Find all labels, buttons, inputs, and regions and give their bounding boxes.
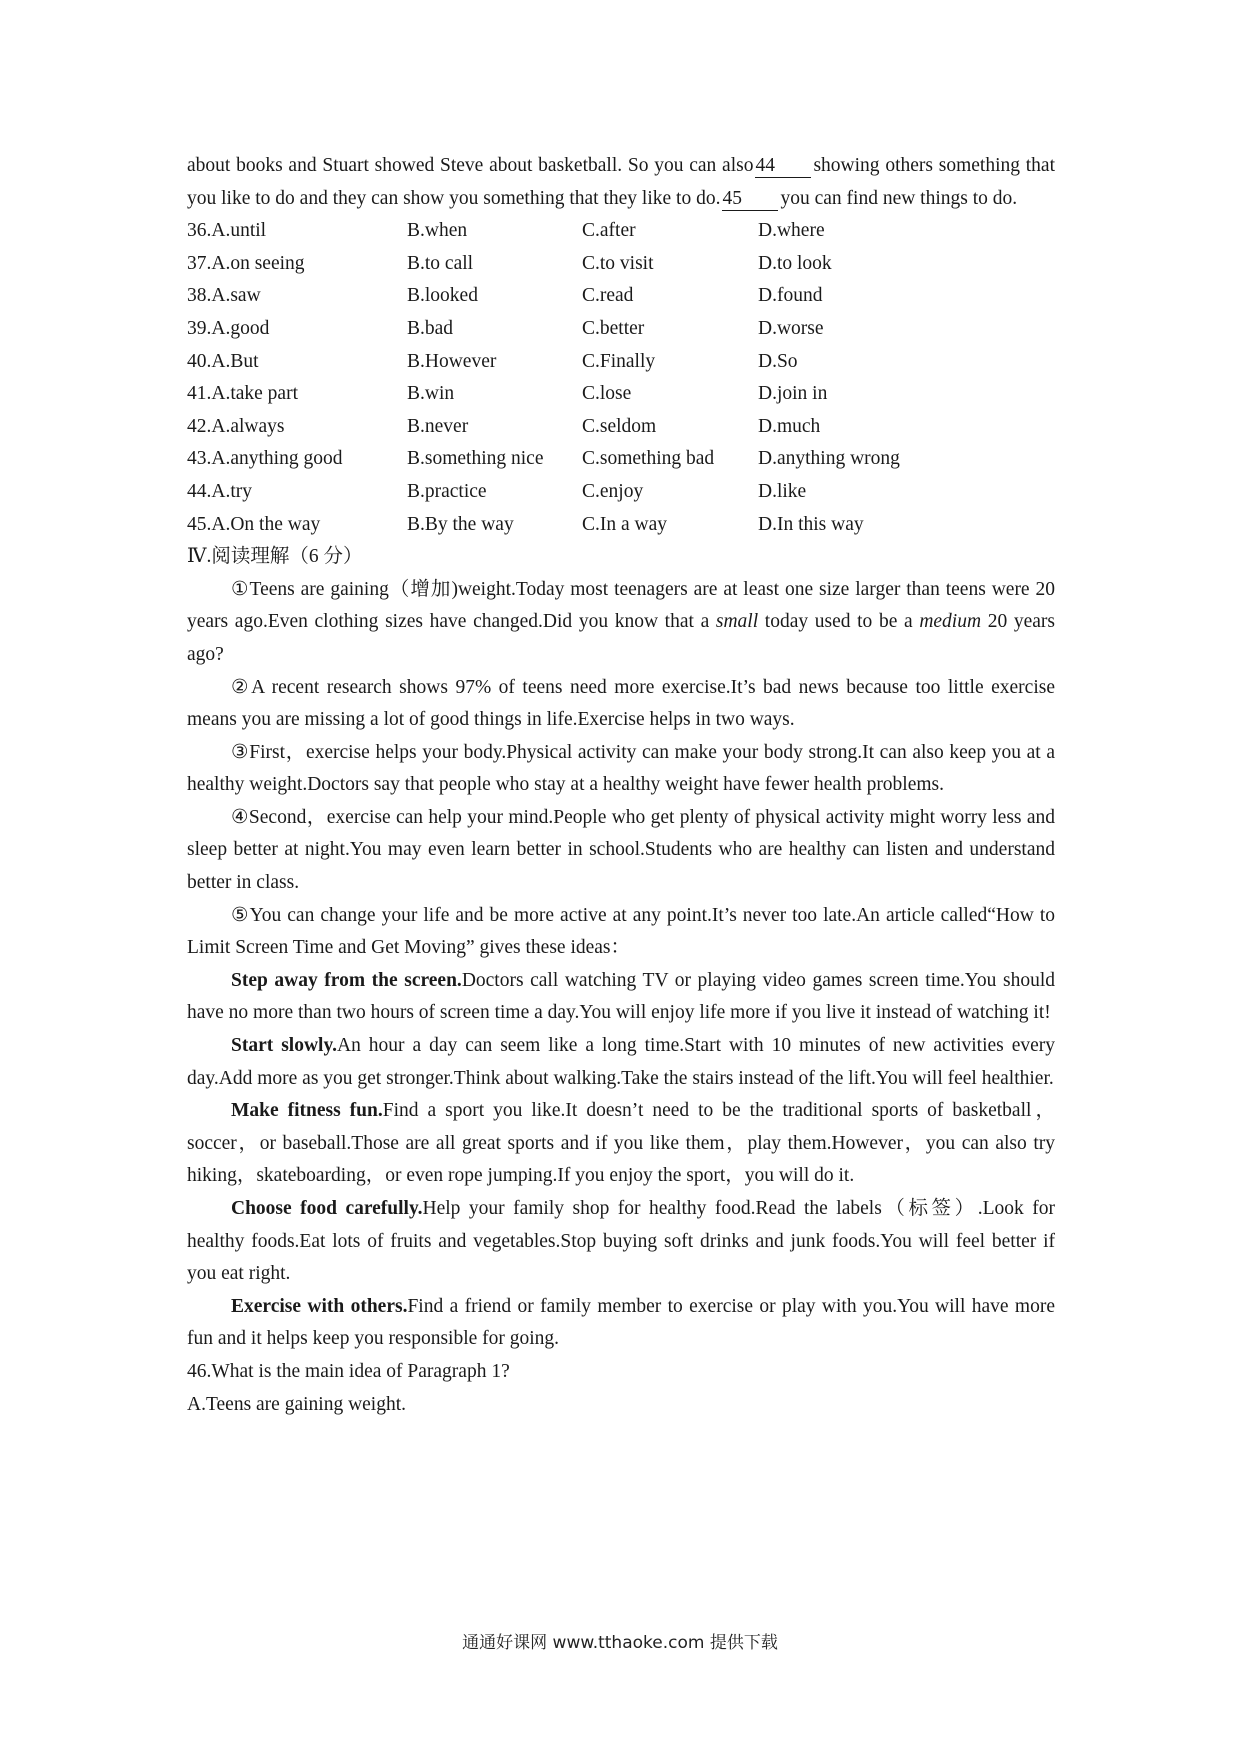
option-row	[187, 215, 1018, 248]
option-cell: D.found	[758, 285, 823, 307]
option-cell: C.better	[582, 317, 645, 339]
tip-title: Start slowly.	[231, 1035, 337, 1057]
cloze-options-table	[187, 215, 1018, 541]
paragraph-1: ①Teens are gaining（增加)weight.Today most teenagers are at least one size larger than teens were 20 years ago.Even clothing sizes have changed.Did you know that a small today used to be a medium 20 years ago?	[187, 578, 1055, 665]
paragraph-4: ④Second，exercise can help your mind.People who get plenty of physical activity might worry less and sleep better at night.You may even learn better in school.Students who are healthy can listen and understand better in class.	[187, 806, 1055, 894]
passage-text: showing others	[813, 155, 933, 176]
option-row	[187, 313, 1018, 346]
option-row	[187, 411, 1018, 444]
cloze-passage-continuation	[187, 150, 1055, 215]
option-cell: D.worse	[758, 317, 824, 339]
passage-text: you	[780, 187, 810, 209]
option-cell: C.Finally	[582, 350, 656, 372]
option-cell: 37.A.on seeing	[187, 252, 305, 274]
tip-paragraph: Start slowly.An hour a day can seem like a long time.Start with 10 minutes of new activities every day.Add more as you get stronger.Think about walking.Take the stairs instead of the lift.You will feel healthier.	[187, 1035, 1056, 1089]
option-cell: C.something bad	[582, 448, 715, 470]
option-cell: C.read	[582, 285, 634, 307]
option-cell: 44.A.try	[187, 480, 252, 502]
option-row	[187, 378, 1018, 411]
option-cell: C.enjoy	[582, 480, 644, 502]
passage-text: about books and Stuart showed Steve about basketball. So you can also	[187, 155, 754, 176]
question-46-option-a: A.Teens are gaining weight.	[187, 1393, 407, 1415]
option-cell: C.to visit	[582, 252, 654, 274]
tip-paragraph: Choose food carefully.Help your family shop for healthy food.Read the labels（标签）.Look for healthy foods.Eat lots of fruits and vegetables.Stop buying soft drinks and junk foods.You will feel better if you eat right.	[187, 1198, 1055, 1285]
option-cell: C.seldom	[582, 415, 657, 437]
tip-title: Make fitness fun.	[231, 1100, 383, 1122]
option-cell: D.to look	[758, 252, 832, 274]
option-cell: D.anything wrong	[758, 448, 900, 470]
option-cell: D.In this way	[758, 513, 864, 535]
paragraph-3: ③First，exercise helps your body.Physical activity can make your body strong.It can also keep you at a healthy weight.Doctors say that people who stay at a healthy weight have fewer health problems.	[187, 741, 1055, 796]
passage-text: something that you like to do and they can show you something that they like to do.	[187, 155, 1055, 209]
option-cell: B.when	[407, 220, 468, 242]
option-cell: 42.A.always	[187, 415, 285, 437]
option-cell: B.win	[407, 383, 455, 405]
option-cell: D.join in	[758, 383, 828, 405]
option-cell: 39.A.good	[187, 317, 270, 339]
option-row	[187, 509, 1018, 542]
option-cell: B.never	[407, 415, 469, 437]
tip-title: Step away from the screen.	[231, 969, 462, 991]
option-row	[187, 346, 1018, 379]
section-title: Ⅳ.阅读理解（6 分）	[187, 546, 363, 568]
option-cell: 38.A.saw	[187, 285, 261, 307]
option-cell: B.to call	[407, 252, 474, 274]
option-cell: 41.A.take part	[187, 383, 299, 405]
option-cell: B.looked	[407, 285, 478, 307]
option-cell: 40.A.But	[187, 350, 259, 372]
option-cell: B.something nice	[407, 448, 544, 470]
option-cell: D.much	[758, 415, 821, 437]
option-cell: B.By the way	[407, 513, 514, 535]
paragraph-2: ②A recent research shows 97% of teens need more exercise.It’s bad news because too little exercise means you are missing a lot of good things in life.Exercise helps in two ways.	[187, 676, 1055, 731]
page-footer: 通通好课网 www.tthaoke.com 提供下载	[462, 1633, 778, 1653]
tip-title: Choose food carefully.	[231, 1198, 423, 1219]
tip-title: Exercise with others.	[231, 1295, 408, 1317]
blank-45: 45	[722, 188, 778, 211]
option-row	[187, 476, 1018, 509]
option-cell: C.In a way	[582, 513, 668, 535]
paragraph-5: ⑤You can change your life and be more active at any point.It’s never too late.An article called“How to Limit Screen Time and Get Moving” gives these ideas：	[187, 904, 1055, 959]
option-cell: 36.A.until	[187, 220, 267, 242]
option-cell: C.lose	[582, 383, 632, 405]
tip-paragraph: Make fitness fun.Find a sport you like.It doesn’t need to be the traditional sports of basketball，soccer，or baseball.Those are all great sports and if you like them，play them.However，you can also try hiking，skateboarding，or even rope jumping.If you enjoy the sport，you will do it.	[187, 1100, 1056, 1187]
option-cell: D.So	[758, 350, 798, 372]
passage-text: can find new things to do.	[814, 187, 1018, 209]
option-row	[187, 280, 1018, 313]
option-cell: D.like	[758, 480, 807, 502]
option-cell: 43.A.anything good	[187, 448, 343, 470]
option-row	[187, 443, 1018, 476]
italic-word: medium	[919, 611, 982, 633]
blank-44: 44	[755, 155, 811, 178]
option-cell: B.However	[407, 350, 497, 372]
tip-paragraph: Exercise with others.Find a friend or family member to exercise or play with you.You will have more fun and it helps keep you responsible for going.	[187, 1295, 1055, 1350]
document-page	[187, 150, 1055, 1421]
option-cell: B.bad	[407, 317, 454, 339]
option-cell: C.after	[582, 220, 636, 242]
option-cell: 45.A.On the way	[187, 513, 321, 535]
option-cell: B.practice	[407, 480, 487, 502]
option-cell: D.where	[758, 220, 825, 242]
question-46: 46.What is the main idea of Paragraph 1?	[187, 1360, 510, 1382]
tip-paragraph: Step away from the screen.Doctors call watching TV or playing video games screen time.You should have no more than two hours of screen time a day.You will enjoy life more if you live it instead of watching it!	[187, 969, 1055, 1024]
italic-word: small	[715, 611, 759, 633]
option-row	[187, 248, 1018, 281]
